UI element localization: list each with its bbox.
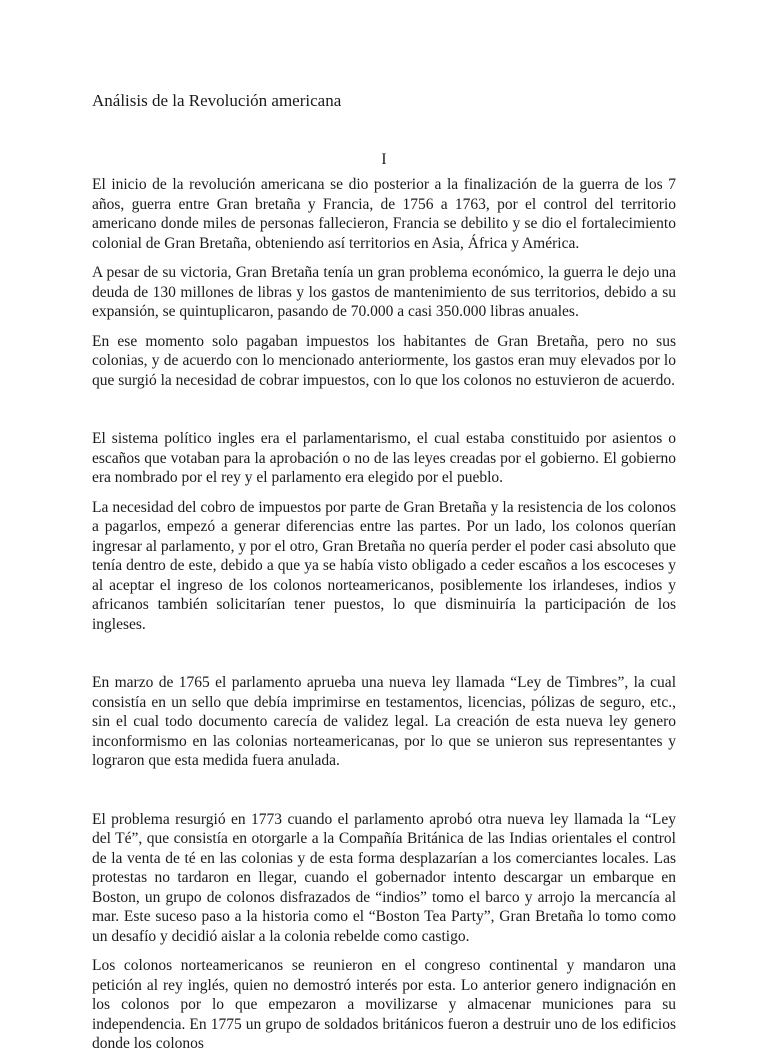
paragraph-4: El sistema político ingles era el parlamentarismo, el cual estaba constituido por asientos o escaños que votaban para la aprobación o no de las leyes creadas por el gobierno. El gobierno era nombrado por el rey y el parlamento era elegido por el pueblo. [92, 430, 676, 486]
paragraph-2: A pesar de su victoria, Gran Bretaña tenía un gran problema económico, la guerra le dejo una deuda de 130 millones de libras y los gastos de mantenimiento de sus territorios, debido a su expansión, se quintuplicaron, pasando de 70.000 a casi 350.000 libras anuales. [92, 264, 676, 320]
paragraph-6: En marzo de 1765 el parlamento aprueba una nueva ley llamada “Ley de Timbres”, la cual consistía en un sello que debía imprimirse en testamentos, licencias, pólizas de seguro, etc., sin el cual todo documento carecía de validez legal. La creación de esta nueva ley genero inconformismo en las colonias norteamericanas, por lo que se unieron sus representantes y lograron que esta medida fuera anulada. [92, 674, 676, 769]
section-number: I [381, 151, 387, 168]
paragraph-3: En ese momento solo pagaban impuestos los habitantes de Gran Bretaña, pero no sus colonias, y de acuerdo con lo mencionado anteriormente, los gastos eran muy elevados por lo que surgió la necesidad de cobrar impuestos, con lo que los colonos no estuvieron de acuerdo. [92, 332, 676, 389]
document-page [92, 84, 676, 1054]
paragraph-8: Los colonos norteamericanos se reunieron en el congreso continental y mandaron una petición al rey inglés, quien no demostró interés por esta. Lo anterior genero indignación en los colonos por lo que empezaron a movilizarse y almacenar municiones para su independencia. En 1775 un grupo de soldados británicos fueron a destruir uno de los edificios donde los colonos [92, 957, 676, 1052]
paragraph-1: El inicio de la revolución americana se dio posterior a la finalización de la guerra de los 7 años, guerra entre Gran bretaña y Francia, de 1756 a 1763, por el control del territorio americano donde miles de personas fallecieron, Francia se debilito y se dio el fortalecimiento colonial de Gran Bretaña, obteniendo así territorios en Asia, África y América. [92, 176, 676, 252]
document-title: Análisis de la Revolución americana [92, 91, 342, 110]
paragraph-7: El problema resurgió en 1773 cuando el parlamento aprobó otra nueva ley llamada la “Ley del Té”, que consistía en otorgarle a la Compañía Británica de las Indias orientales el control de la venta de té en las colonias y de esta forma desplazarían a los comerciantes locales. Las protestas no tardaron en llegar, cuando el gobernador intento descargar un embarque en Boston, un grupo de colonos disfrazados de “indios” tomo el barco y arrojo la mercancía al mar. Este suceso paso a la historia como el “Boston Tea Party”, Gran Bretaña lo tomo como un desafío y decidió aislar a la colonia rebelde como castigo. [92, 810, 676, 945]
paragraph-5: La necesidad del cobro de impuestos por parte de Gran Bretaña y la resistencia de los colonos a pagarlos, empezó a generar diferencias entre las partes. Por un lado, los colonos querían ingresar al parlamento, y por el otro, Gran Bretaña no quería perder el poder casi absoluto que tenía dentro de este, debido a que ya se había visto obligado a ceder escaños a los escoceses y al aceptar el ingreso de los colonos norteamericanos, posiblemente los irlandeses, indios y africanos también solicitarían tener puestos, lo que disminuiría la participación de los ingleses. [92, 498, 676, 633]
